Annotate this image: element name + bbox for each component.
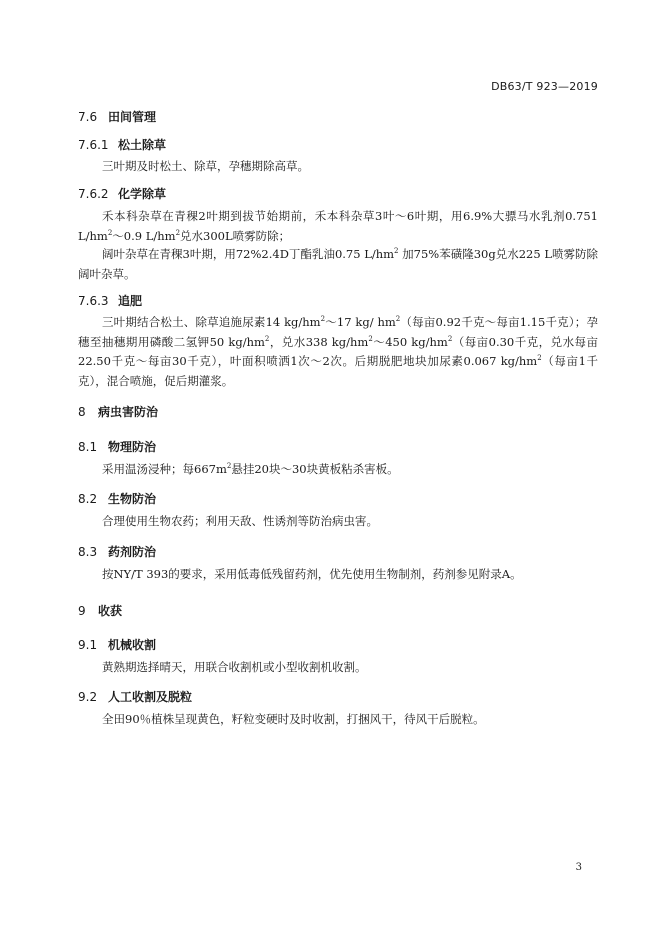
section-title: 物理防治: [108, 440, 157, 454]
page-number: 3: [575, 862, 582, 873]
heading-8-1: [78, 438, 156, 455]
heading-8-2: [78, 490, 156, 507]
section-number: 7.6: [78, 110, 98, 124]
section-number: 9.1: [78, 638, 98, 652]
section-number: 8.1: [78, 440, 98, 454]
section-title: 田间管理: [108, 110, 157, 124]
section-title: 机械收割: [108, 638, 157, 652]
heading-8-3: [78, 543, 156, 560]
paragraph-8-1: 采用温汤浸种；每$667m^2$悬挂20块～30块黄板粘杀害板。: [102, 462, 399, 476]
section-title: 生物防治: [108, 492, 157, 506]
section-number: 9: [78, 604, 86, 618]
heading-9-1: [78, 636, 156, 653]
section-title: 收获: [98, 604, 123, 618]
section-number: 8: [78, 405, 86, 419]
section-number: 7.6.2: [78, 187, 109, 201]
section-title: 松土除草: [118, 138, 167, 152]
section-number: 8.2: [78, 492, 98, 506]
section-number: 7.6.1: [78, 138, 109, 152]
section-title: 病虫害防治: [98, 405, 159, 419]
heading-7-6-1: [78, 136, 166, 153]
heading-7-6: [78, 108, 156, 125]
heading-7-6-2: [78, 185, 166, 202]
paragraph-7-6-2-broadleaf: 阔叶杂草在青稞3叶期，用72%2.4D丁酯乳油0.75 $L/hm^2$ 加75%苯磺隆30g兑水225 L喷雾防除阔叶杂草。: [78, 247, 598, 281]
section-title: 化学除草: [118, 187, 167, 201]
section-number: 7.6.3: [78, 294, 109, 308]
heading-9: [78, 602, 122, 619]
section-number: 9.2: [78, 690, 98, 704]
section-title: 人工收割及脱粒: [108, 690, 193, 704]
paragraph-8-3: 按NY/T 393的要求，采用低毒低残留药剂，优先使用生物制剂，药剂参见附录A。: [102, 567, 522, 581]
paragraph-7-6-2-grass: 禾本科杂草在青稞2叶期到拔节始期前，禾本科杂草3叶～6叶期，用6.9%大骠马水乳剂0.751 $L/hm^2\sim 0.9$ $L/hm^2$兑水300L喷雾防除；: [78, 209, 598, 243]
section-title: 追肥: [118, 294, 143, 308]
paragraph-8-2: 合理使用生物农药；利用天敌、性诱剂等防治病虫害。: [102, 514, 378, 528]
heading-9-2: [78, 688, 192, 705]
heading-7-6-3: [78, 292, 142, 309]
paragraph-7-6-1: 三叶期及时松土、除草，孕穗期除高草。: [102, 159, 309, 173]
section-number: 8.3: [78, 545, 98, 559]
paragraph-9-2: 全田90％植株呈现黄色，籽粒变硬时及时收割，打捆风干，待风干后脱粒。: [102, 712, 485, 726]
section-title: 药剂防治: [108, 545, 157, 559]
document-code: DB63/T 923—2019: [491, 80, 598, 93]
heading-8: [78, 403, 158, 420]
paragraph-7-6-3: 三叶期结合松土、除草追施尿素14 $kg/hm^2\sim 17$ kg/ $hm^2$（每亩0.92千克～每亩1.15千克）；孕穗至抽穗期用磷酸二氢钾50 $kg/hm^2$，兑水338 $kg/hm^2\sim 450$ $kg/hm^2$（每亩0.30千克，兑水每亩22.50千克～每亩30千克），叶面积喷洒1次～2次。后期脱肥地块加尿素0.067 $kg/hm^2$（每亩1千克），混合喷施，促后期灌浆。: [78, 315, 599, 388]
paragraph-9-1: 黄熟期选择晴天，用联合收割机或小型收割机收割。: [102, 660, 367, 674]
